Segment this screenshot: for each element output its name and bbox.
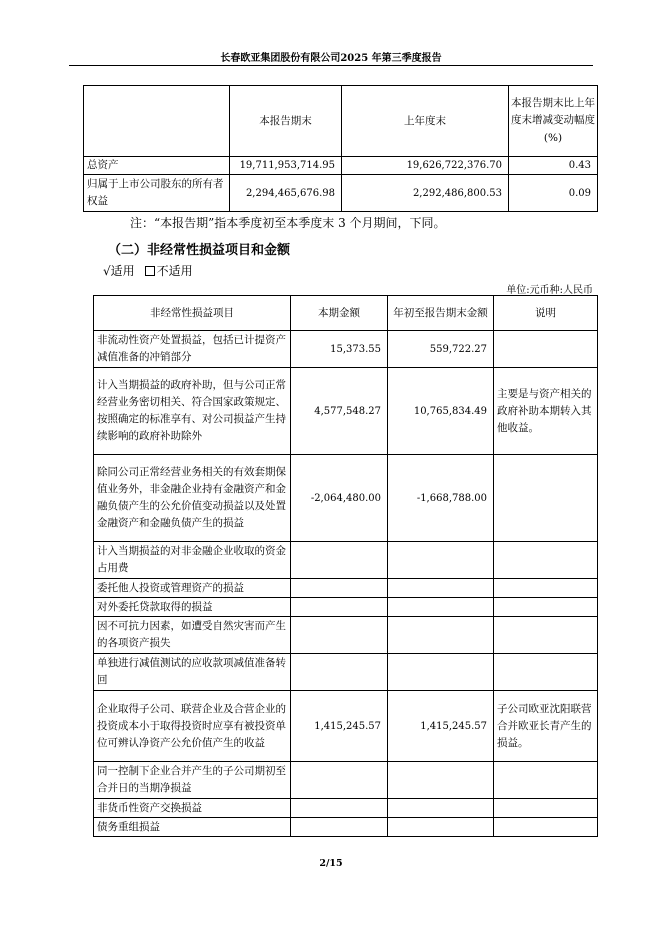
table-row — [84, 175, 598, 212]
ytd-amount — [388, 617, 494, 654]
item-note — [494, 818, 598, 837]
unit-label: 单位:元币种:人民币 — [506, 285, 593, 296]
item-label: 非货币性资产交换损益 — [94, 799, 291, 818]
current-amount: 15,373.55 — [291, 331, 388, 368]
table-row — [94, 799, 598, 818]
ytd-amount: -1,668,788.00 — [388, 455, 494, 542]
item-note — [494, 617, 598, 654]
item-note — [494, 598, 598, 617]
header-cell: 非经常性损益项目 — [94, 296, 291, 331]
header-cell: 本期金额 — [291, 296, 388, 331]
item-note — [494, 455, 598, 542]
current-amount — [291, 762, 388, 799]
item-label: 委托他人投资或管理资产的损益 — [94, 579, 291, 598]
current-amount: 4,577,548.27 — [291, 368, 388, 455]
table-row — [94, 368, 598, 455]
ytd-amount — [388, 542, 494, 579]
header-cell: 上年度末 — [342, 86, 509, 157]
item-note — [494, 799, 598, 818]
current-amount — [291, 542, 388, 579]
table-note: 注：“本报告期”指本季度初至本季度末 3 个月期间，下同。 — [130, 216, 446, 230]
report-header-title: 长春欧亚集团股份有限公司2025 年第三季度报告 — [220, 53, 442, 64]
value-cell: 19,711,953,714.95 — [230, 157, 342, 175]
header-cell — [84, 86, 230, 157]
table-row — [84, 157, 598, 175]
table-header-row — [84, 86, 598, 157]
item-note — [494, 762, 598, 799]
item-label: 除同公司正常经营业务相关的有效套期保值业务外，非金融企业持有金融资产和金融负债产生的公允价值变动损益以及处置金融资产和金融负债产生的损益 — [94, 455, 291, 542]
table-row — [94, 542, 598, 579]
current-amount — [291, 654, 388, 691]
item-label: 因不可抗力因素，如遭受自然灾害而产生的各项资产损失 — [94, 617, 291, 654]
item-label: 计入当期损益的政府补助，但与公司正常经营业务密切相关、符合国家政策规定、按照确定的标准享有、对公司损益产生持续影响的政府补助除外 — [94, 368, 291, 455]
value-cell: 19,626,722,376.70 — [342, 157, 509, 175]
checkbox-icon — [145, 266, 155, 276]
table-row — [94, 598, 598, 617]
current-amount — [291, 598, 388, 617]
current-amount — [291, 617, 388, 654]
applicable-option: √适用 — [103, 264, 135, 278]
table-header-row — [94, 296, 598, 331]
header-cell: 本报告期末 — [230, 86, 342, 157]
applicability-options — [103, 262, 193, 279]
item-label: 计入当期损益的对非金融企业收取的资金占用费 — [94, 542, 291, 579]
row-label: 归属于上市公司股东的所有者权益 — [84, 175, 230, 212]
item-note: 子公司欧亚沈阳联营合并欧亚长青产生的损益。 — [494, 691, 598, 762]
item-note — [494, 654, 598, 691]
ytd-amount — [388, 579, 494, 598]
ytd-amount — [388, 654, 494, 691]
ytd-amount — [388, 598, 494, 617]
table-row — [94, 331, 598, 368]
item-label: 债务重组损益 — [94, 818, 291, 837]
not-applicable-option: 不适用 — [156, 264, 193, 278]
section-title: （二）非经常性损益项目和金额 — [108, 243, 291, 258]
item-note — [494, 331, 598, 368]
item-label: 单独进行减值测试的应收款项减值准备转回 — [94, 654, 291, 691]
item-label: 非流动性资产处置损益，包括已计提资产减值准备的冲销部分 — [94, 331, 291, 368]
current-amount — [291, 799, 388, 818]
ytd-amount: 10,765,834.49 — [388, 368, 494, 455]
table-row — [94, 654, 598, 691]
header-cell: 年初至报告期末金额 — [388, 296, 494, 331]
table-row — [94, 691, 598, 762]
item-note: 主要是与资产相关的政府补助本期转入其他收益。 — [494, 368, 598, 455]
value-cell: 0.43 — [509, 157, 598, 175]
current-amount — [291, 818, 388, 837]
value-cell: 2,292,486,800.53 — [342, 175, 509, 212]
value-cell: 2,294,465,676.98 — [230, 175, 342, 212]
nonrecurring-items-table — [93, 295, 598, 837]
item-label: 同一控制下企业合并产生的子公司期初至合并日的当期净损益 — [94, 762, 291, 799]
ytd-amount — [388, 799, 494, 818]
current-amount: 1,415,245.57 — [291, 691, 388, 762]
ytd-amount — [388, 818, 494, 837]
current-amount: -2,064,480.00 — [291, 455, 388, 542]
header-cell: 本报告期末比上年度末增减变动幅度(%) — [509, 86, 598, 157]
row-label: 总资产 — [84, 157, 230, 175]
header-cell: 说明 — [494, 296, 598, 331]
item-note — [494, 542, 598, 579]
table-row — [94, 762, 598, 799]
table-row — [94, 617, 598, 654]
ytd-amount: 1,415,245.57 — [388, 691, 494, 762]
item-note — [494, 579, 598, 598]
value-cell: 0.09 — [509, 175, 598, 212]
item-label: 对外委托贷款取得的损益 — [94, 598, 291, 617]
table-row — [94, 818, 598, 837]
table-row — [94, 579, 598, 598]
ytd-amount: 559,722.27 — [388, 331, 494, 368]
header-divider — [69, 65, 593, 66]
page-number: 2/15 — [319, 858, 343, 869]
balance-table — [83, 85, 598, 212]
table-row — [94, 455, 598, 542]
current-amount — [291, 579, 388, 598]
item-label: 企业取得子公司、联营企业及合营企业的投资成本小于取得投资时应享有被投资单位可辨认净资产公允价值产生的收益 — [94, 691, 291, 762]
ytd-amount — [388, 762, 494, 799]
